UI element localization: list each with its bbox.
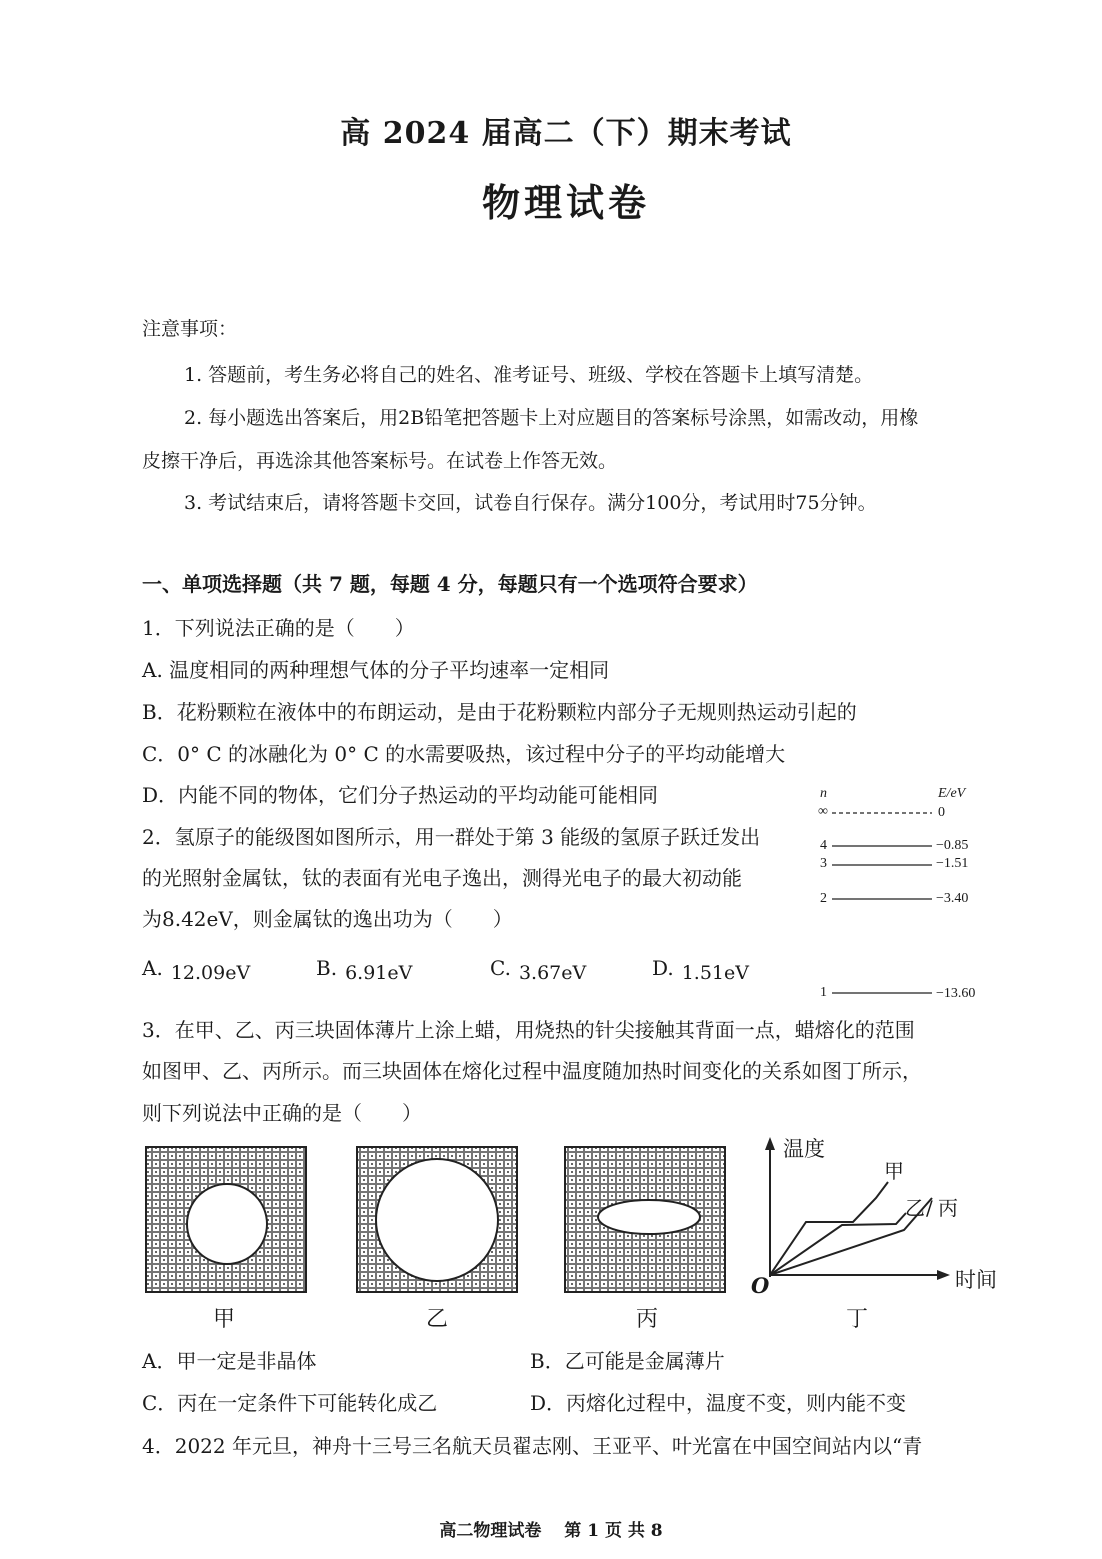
energy-level-2-n: 2 bbox=[820, 891, 827, 906]
q3-stem-line2: 如图甲、乙、丙所示。而三块固体在熔化过程中温度随加热时间变化的关系如图丁所示， bbox=[142, 1059, 922, 1083]
exam-title: 高 2024 届高二（下）期末考试 bbox=[340, 116, 792, 151]
graph-curve-label-jia: 甲 bbox=[884, 1159, 904, 1183]
q3-option-a: A．甲一定是非晶体 bbox=[142, 1349, 317, 1373]
notice-item-3: 3. 考试结束后，请将答题卡交回，试卷自行保存。满分100分，考试用时75分钟。 bbox=[184, 492, 877, 514]
energy-level-1-n: 1 bbox=[820, 985, 827, 1000]
graph-x-label: 时间 bbox=[955, 1268, 997, 1292]
subject-title: 物理试卷 bbox=[481, 180, 650, 225]
curve-jia bbox=[770, 1182, 888, 1275]
q3-option-b: B．乙可能是金属薄片 bbox=[530, 1349, 725, 1373]
q4-stem-line1: 4．2022 年元旦，神舟十三号三名航天员翟志刚、王亚平、叶光富在中国空间站内以“青 bbox=[142, 1434, 923, 1458]
caption-jia: 甲 bbox=[213, 1307, 236, 1332]
q1-option-d: D．内能不同的物体，它们分子热运动的平均动能可能相同 bbox=[142, 783, 659, 807]
energy-n-label: n bbox=[820, 786, 827, 801]
notice-item-2-line2: 皮擦干净后，再选涂其他答案标号。在试卷上作答无效。 bbox=[142, 450, 618, 472]
section-heading: 一、单项选择题（共 7 题，每题 4 分，每题只有一个选项符合要求） bbox=[142, 572, 758, 596]
energy-e-label: E/eV bbox=[938, 786, 966, 801]
caption-yi: 乙 bbox=[426, 1307, 449, 1332]
notice-item-1: 1. 答题前，考生务必将自己的姓名、准考证号、班级、学校在答题卡上填写清楚。 bbox=[184, 364, 874, 386]
q1-option-c: C．0° C 的冰融化为 0° C 的水需要吸热，该过程中分子的平均动能增大 bbox=[142, 742, 786, 766]
q2-option-b: B. 6.91eV bbox=[316, 956, 413, 984]
q3-option-d: D．丙熔化过程中，温度不变，则内能不变 bbox=[530, 1391, 907, 1415]
notice-item-2-line1: 2. 每小题选出答案后，用2B铅笔把答题卡上对应题目的答案标号涂黑，如需改动，用橡 bbox=[184, 407, 919, 429]
q2-stem-line1: 2．氢原子的能级图如图所示，用一群处于第 3 能级的氢原子跃迁发出 bbox=[142, 825, 761, 849]
energy-level-1-e: −13.60 bbox=[936, 986, 976, 1001]
energy-level-4-e: −0.85 bbox=[936, 838, 969, 853]
q3-option-c: C．丙在一定条件下可能转化成乙 bbox=[142, 1391, 438, 1415]
energy-level-inf-e: 0 bbox=[938, 805, 945, 820]
graph-curve-label-bing: 丙 bbox=[938, 1196, 958, 1220]
notice-heading: 注意事项： bbox=[142, 318, 238, 340]
energy-level-2-e: −3.40 bbox=[936, 891, 969, 906]
q1-stem: 1．下列说法正确的是（ ） bbox=[142, 616, 415, 640]
q2-option-d: D. 1.51eV bbox=[652, 956, 749, 984]
plate-jia bbox=[146, 1147, 306, 1292]
q3-stem-line3: 则下列说法中正确的是（ ） bbox=[142, 1101, 422, 1125]
energy-level-3-n: 3 bbox=[820, 856, 827, 871]
caption-bing: 丙 bbox=[636, 1307, 659, 1332]
graph-label-separator: / bbox=[926, 1196, 933, 1220]
energy-level-inf-n: ∞ bbox=[818, 804, 828, 819]
page-footer: 高二物理试卷 第 1 页 共 8 bbox=[439, 1521, 663, 1541]
q2-option-c: C. 3.67eV bbox=[490, 956, 587, 984]
graph-curve-label-yi: 乙 bbox=[905, 1196, 925, 1220]
graph-origin-label: O bbox=[751, 1273, 770, 1298]
graph-y-label: 温度 bbox=[783, 1137, 825, 1161]
q2-option-a: A. 12.09eV bbox=[142, 956, 251, 984]
plate-yi bbox=[357, 1147, 517, 1292]
q1-option-b: B．花粉颗粒在液体中的布朗运动，是由于花粉颗粒内部分子无规则热运动引起的 bbox=[142, 700, 857, 724]
plate-bing bbox=[565, 1147, 725, 1292]
energy-level-4-n: 4 bbox=[820, 838, 827, 853]
q3-stem-line1: 3．在甲、乙、丙三块固体薄片上涂上蜡，用烧热的针尖接触其背面一点，蜡熔化的范围 bbox=[142, 1018, 915, 1042]
caption-ding: 丁 bbox=[846, 1307, 869, 1332]
energy-level-3-e: −1.51 bbox=[936, 856, 969, 871]
q1-option-a: A. 温度相同的两种理想气体的分子平均速率一定相同 bbox=[142, 658, 610, 682]
q2-stem-line2: 的光照射金属钛，钛的表面有光电子逸出，测得光电子的最大初动能 bbox=[142, 866, 742, 890]
q2-stem-line3: 为8.42eV，则金属钛的逸出功为（ ） bbox=[142, 907, 513, 931]
